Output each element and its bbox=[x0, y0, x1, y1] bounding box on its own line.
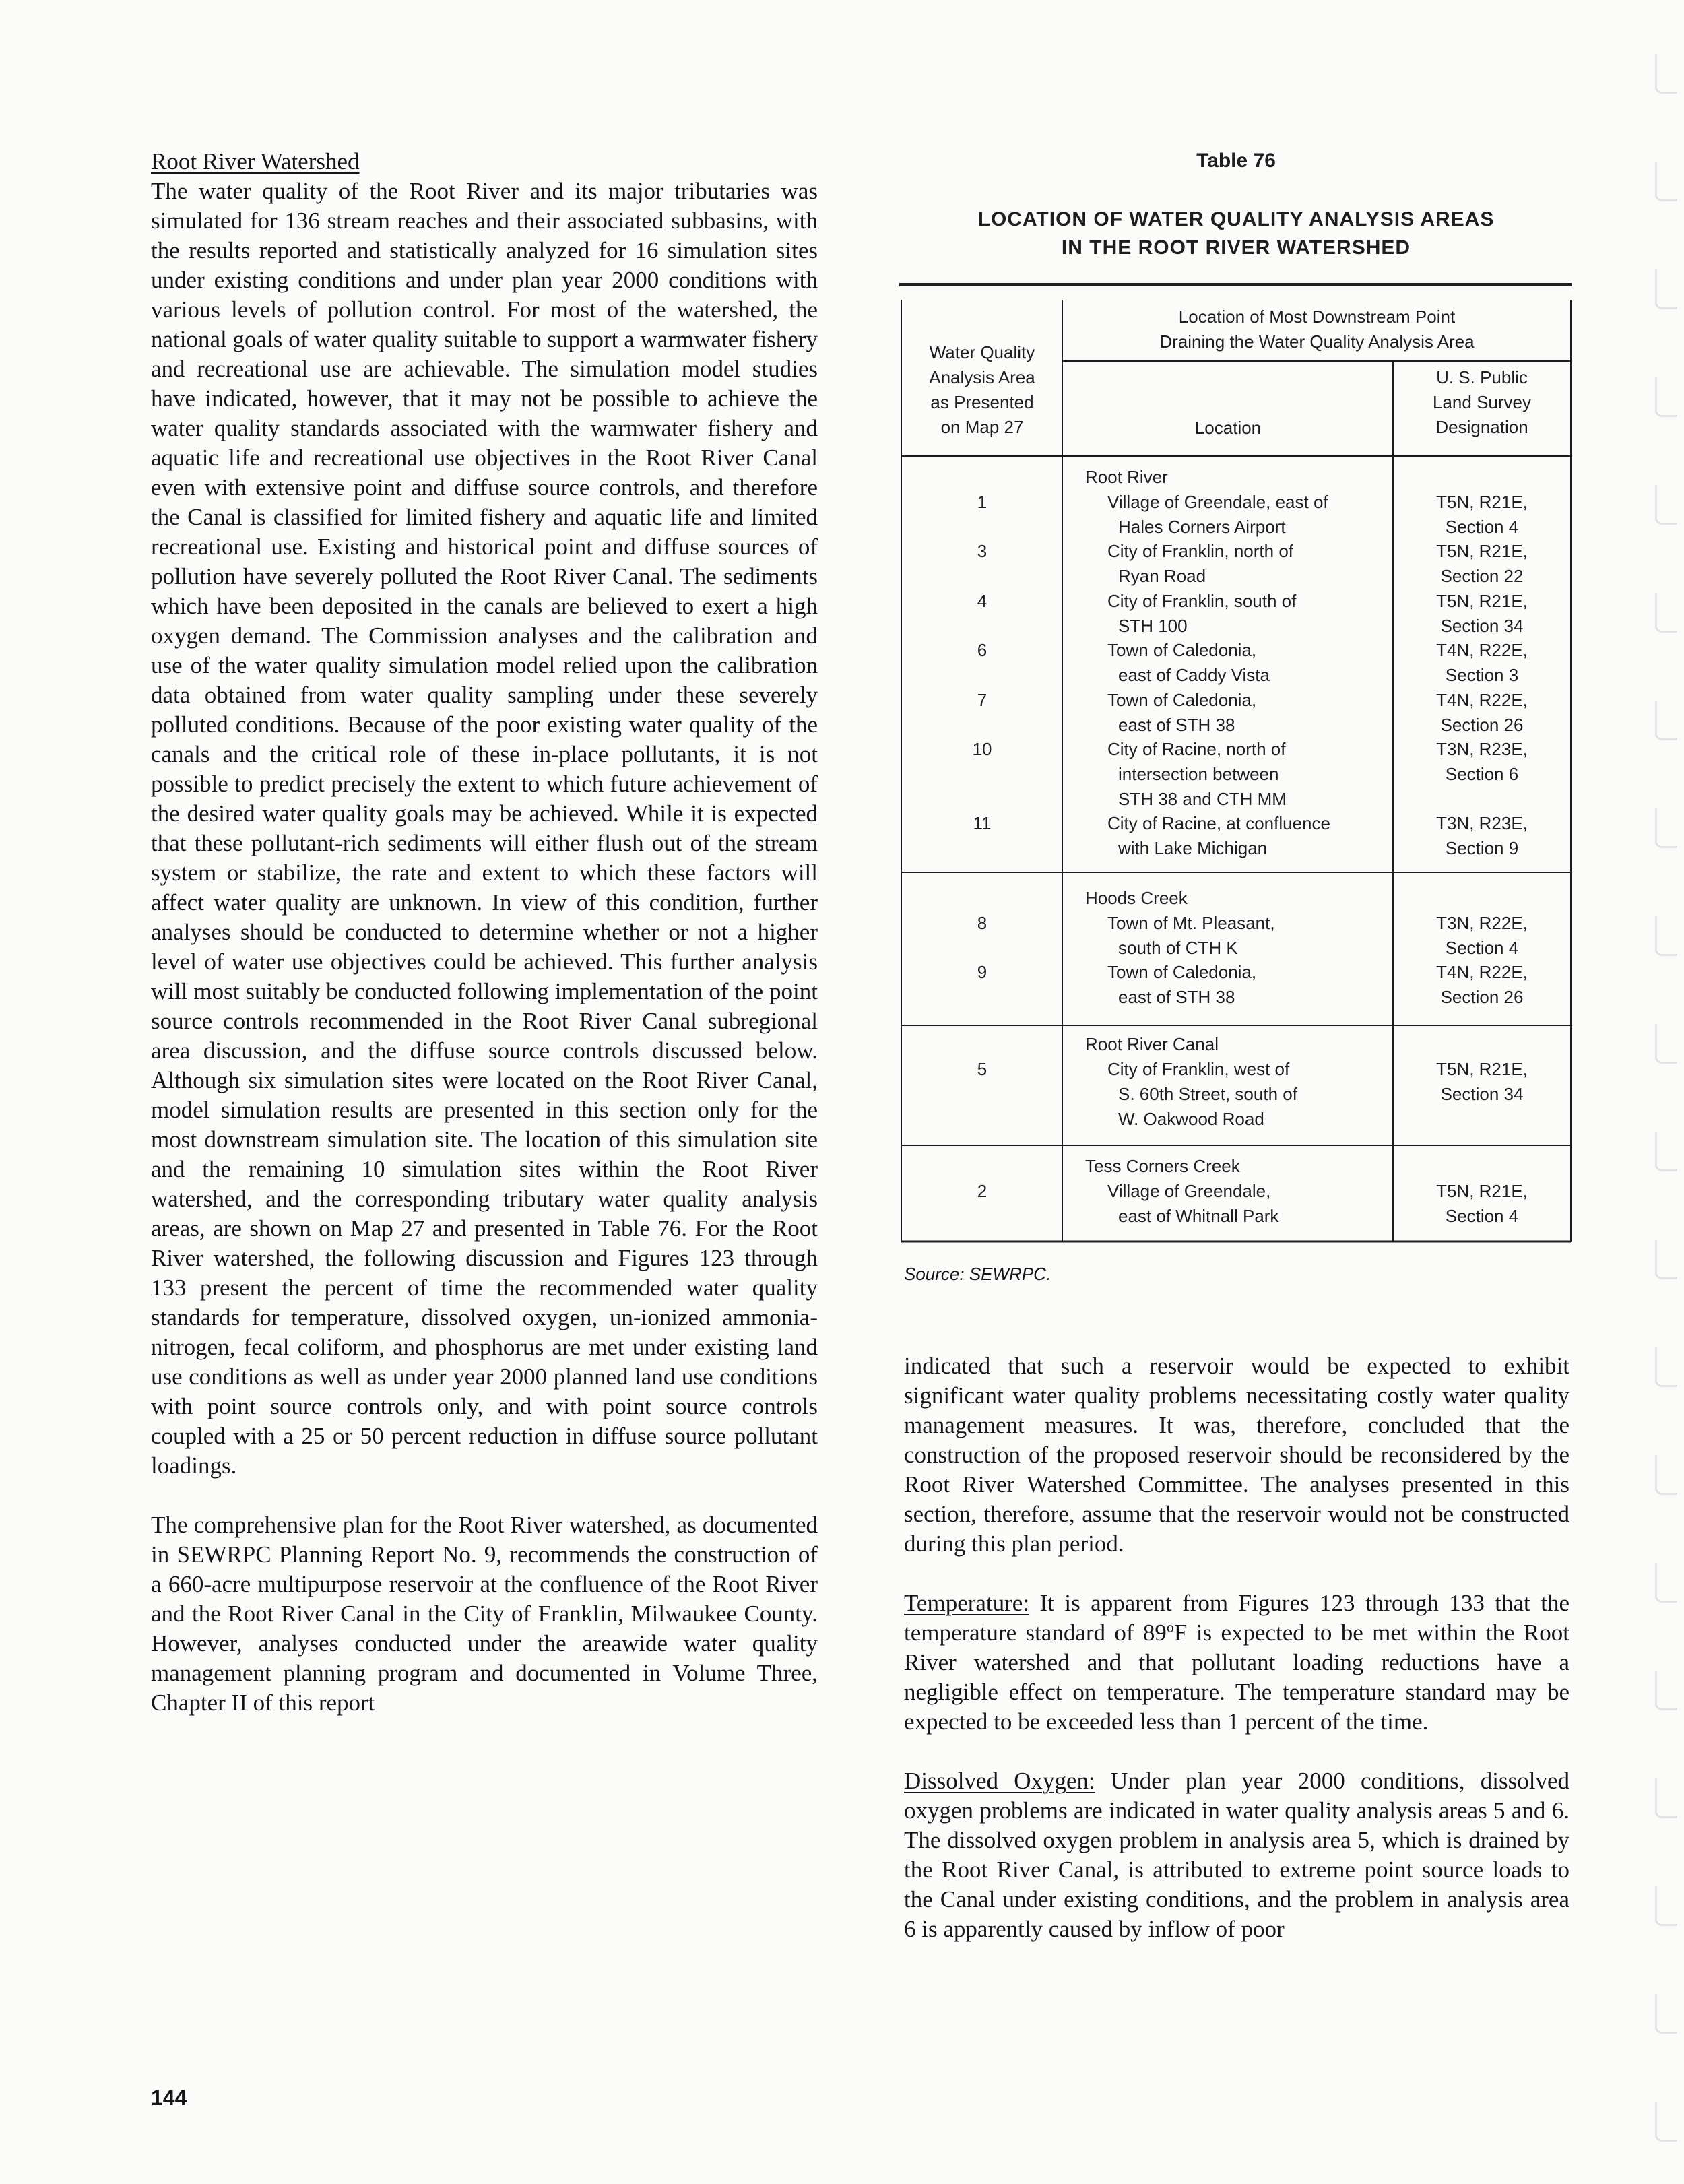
cell-area: 3 bbox=[977, 541, 987, 561]
cell-area: 4 bbox=[977, 591, 987, 611]
cell-designation: T4N, R22E, Section 26 bbox=[1436, 690, 1528, 735]
cell-area: 7 bbox=[977, 690, 987, 710]
group-name: Tess Corners Creek bbox=[1085, 1156, 1240, 1176]
binder-tab bbox=[1655, 1024, 1677, 1064]
binder-tab bbox=[1655, 377, 1677, 417]
paragraph: indicated that such a reservoir would be expected to exhibit significant water quality problems necessitating costly water quality management measures. It was, therefore, concluded that the construction of the proposed reservoir should be reconsidered by the Root River Watershed Committee. The analyses presented in this section, therefore, assume that the reservoir would not be constructed during this plan period. bbox=[904, 1353, 1569, 1557]
binder-tab bbox=[1655, 2102, 1677, 2142]
cell-location: Village of Greendale, east of Whitnall Park bbox=[1107, 1181, 1279, 1226]
cell-designation: T5N, R21E, Section 22 bbox=[1436, 541, 1528, 586]
temperature-heading: Temperature: bbox=[904, 1590, 1030, 1616]
binder-tab bbox=[1655, 916, 1677, 956]
header-cell-location: Location bbox=[1194, 418, 1262, 438]
cell-designation: T5N, R21E, Section 4 bbox=[1436, 492, 1528, 537]
cell-designation: T5N, R21E, Section 4 bbox=[1436, 1181, 1528, 1226]
dissolved-oxygen-heading: Dissolved Oxygen: bbox=[904, 1768, 1095, 1794]
binder-tab bbox=[1655, 1778, 1677, 1818]
group-name: Hoods Creek bbox=[1085, 888, 1188, 908]
cell-area: 9 bbox=[977, 962, 987, 982]
section-heading: Root River Watershed bbox=[151, 148, 360, 174]
cell-area: 5 bbox=[977, 1059, 987, 1079]
binder-tab bbox=[1655, 1240, 1677, 1279]
cell-location: City of Franklin, north of Ryan Road bbox=[1107, 541, 1293, 586]
binder-tab bbox=[1655, 808, 1677, 848]
cell-area: 6 bbox=[977, 640, 987, 660]
binder-tab bbox=[1655, 1994, 1677, 2034]
binder-tab bbox=[1655, 1347, 1677, 1387]
cell-location: Town of Caledonia, east of STH 38 bbox=[1107, 690, 1257, 735]
cell-designation: T4N, R22E, Section 3 bbox=[1436, 640, 1528, 685]
table-number: Table 76 bbox=[1196, 150, 1276, 172]
cell-designation: T5N, R21E, Section 34 bbox=[1436, 1059, 1528, 1104]
paragraph-dissolved-oxygen: Dissolved Oxygen: Under plan year 2000 conditions, dissolved oxygen problems are indicated in water quality analysis areas 5 and 6. The dissolved oxygen problem in analysis area 5, which is drained by the Root River Canal, is attributed to extreme point source loads to the Canal under existing conditions, and the problem in analysis area 6 is apparently caused by inflow of poor bbox=[904, 1768, 1569, 1942]
binder-tab bbox=[1655, 485, 1677, 525]
table-title-line: IN THE ROOT RIVER WATERSHED bbox=[1061, 236, 1411, 259]
cell-area: 10 bbox=[972, 739, 992, 759]
cell-area: 2 bbox=[977, 1181, 987, 1201]
binder-tab bbox=[1655, 701, 1677, 740]
group-name: Root River Canal bbox=[1085, 1034, 1219, 1054]
cell-designation: T3N, R23E, Section 6 bbox=[1436, 739, 1528, 784]
group-name: Root River bbox=[1085, 467, 1168, 487]
cell-designation: T4N, R22E, Section 26 bbox=[1436, 962, 1528, 1007]
cell-area: 8 bbox=[977, 913, 987, 933]
binder-tab bbox=[1655, 1132, 1677, 1171]
paragraph: The water quality of the Root River and its major tributaries was simulated for 136 stream reaches and their associated subbasins, with the results reported and statistically analyzed for 16 simulation sites under existing conditions and under plan year 2000 conditions with various levels of pollution control. For most of the watershed, the national goals of water quality suitable to support a warmwater fishery and recreational use are achievable. The simulation model studies have indicated, however, that it may not be possible to achieve the water quality standards associated with the warmwater fishery and aquatic life and recreational use objectives in the Root River Canal even with extensive point and diffuse source controls, and therefore the Canal is classified for limited fishery and aquatic life and limited recreational use. Existing and historical point and diffuse sources of pollution have severely polluted the Root River Canal. The sediments which have been deposited in the canals are believed to exert a high oxygen demand. The Commission analyses and the calibration and use of the water quality simulation model relied upon the calibration data obtained from water quality sampling under these severely polluted conditions. Because of the poor existing water quality of the canals and the critical role of these in-place pollutants, it is not possible to predict precisely the extent to which future achievement of the desired water quality goals may be achieved. While it is expected that these pollutant-rich sediments will either flush out of the stream system or stabilize, the rate and extent to which these factors will affect water quality are unknown. In view of this condition, further analyses should be conducted to determine whether or not a higher level of water use objectives could be achieved. This further analysis will most suitably be conducted following implementation of the point source controls recommended in the Root River Canal subregional area discussion, and the diffuse source controls discussed below. Although six simulation sites were located on the Root River Canal, model simulation results are presented in this section only for the most downstream simulation site. The location of this simulation site and the remaining 10 simulation sites within the Root River watershed, and the corresponding tributary water quality analysis areas, are shown on Map 27 and presented in Table 76. For the Root River watershed, the following discussion and Figures 123 through 133 present the percent of time the recommended water quality standards for temperature, dissolved oxygen, un-ionized ammonia-nitrogen, fecal coliform, and phosphorus are met under existing land use conditions as well as under year 2000 planned land use conditions with point source controls only, and with point source controls coupled with a 25 or 50 percent reduction in diffuse source pollutant loadings. bbox=[151, 178, 818, 1479]
header-cell-designation: U. S. Public Land Survey Designation bbox=[1433, 367, 1531, 437]
cell-location: Town of Caledonia, east of Caddy Vista bbox=[1107, 640, 1270, 685]
binder-tab bbox=[1655, 1671, 1677, 1710]
binder-tab bbox=[1655, 593, 1677, 633]
cell-location: City of Franklin, west of S. 60th Street, south of W. Oakwood Road bbox=[1107, 1059, 1297, 1129]
cell-location: Village of Greendale, east of Hales Corners Airport bbox=[1107, 492, 1328, 537]
cell-area: 11 bbox=[973, 813, 992, 833]
binder-tab bbox=[1655, 1455, 1677, 1495]
table-title-line: LOCATION OF WATER QUALITY ANALYSIS AREAS bbox=[977, 208, 1495, 230]
page-number: 144 bbox=[151, 2086, 187, 2110]
binder-tab bbox=[1655, 269, 1677, 309]
header-cell-group: Location of Most Downstream Point Draining the Water Quality Analysis Area bbox=[1159, 307, 1475, 352]
header-cell-analysis-area: Water Quality Analysis Area as Presented on Map 27 bbox=[929, 342, 1035, 437]
paragraph-temperature: Temperature: It is apparent from Figures 123 through 133 that the temperature standard of 89$^o$F is expected to be met within the Root River watershed and that pollutant loading reductions have a negligible effect on temperature. The temperature standard may be expected to be exceeded less than 1 percent of the time. bbox=[904, 1590, 1570, 1735]
binder-tab bbox=[1655, 162, 1677, 201]
cell-location: City of Franklin, south of STH 100 bbox=[1107, 591, 1297, 636]
paragraph: The comprehensive plan for the Root River watershed, as documented in SEWRPC Planning Report No. 9, recommends the construction of a 660-acre multipurpose reservoir at the confluence of the Root River and the Root River Canal in the City of Franklin, Milwaukee County. However, analyses conducted under the areawide water quality management planning program and documented in Volume Three, Chapter II of this report bbox=[151, 1512, 818, 1716]
cell-location: City of Racine, at confluence with Lake Michigan bbox=[1107, 813, 1330, 858]
cell-designation: T3N, R23E, Section 9 bbox=[1436, 813, 1528, 858]
cell-designation: T5N, R21E, Section 34 bbox=[1436, 591, 1528, 636]
cell-location: Town of Mt. Pleasant, south of CTH K bbox=[1107, 913, 1275, 958]
cell-location: City of Racine, north of intersection between STH 38 and CTH MM bbox=[1107, 739, 1287, 809]
cell-designation: T3N, R22E, Section 4 bbox=[1436, 913, 1528, 958]
binder-tab bbox=[1655, 1563, 1677, 1603]
binder-tab-marks bbox=[1653, 40, 1684, 2162]
binder-tab bbox=[1655, 54, 1677, 94]
table-source-note: Source: SEWRPC. bbox=[904, 1264, 1051, 1284]
cell-location: Town of Caledonia, east of STH 38 bbox=[1107, 962, 1257, 1007]
cell-area: 1 bbox=[977, 492, 987, 512]
right-column bbox=[904, 1351, 1569, 1944]
binder-tab bbox=[1655, 1886, 1677, 1926]
